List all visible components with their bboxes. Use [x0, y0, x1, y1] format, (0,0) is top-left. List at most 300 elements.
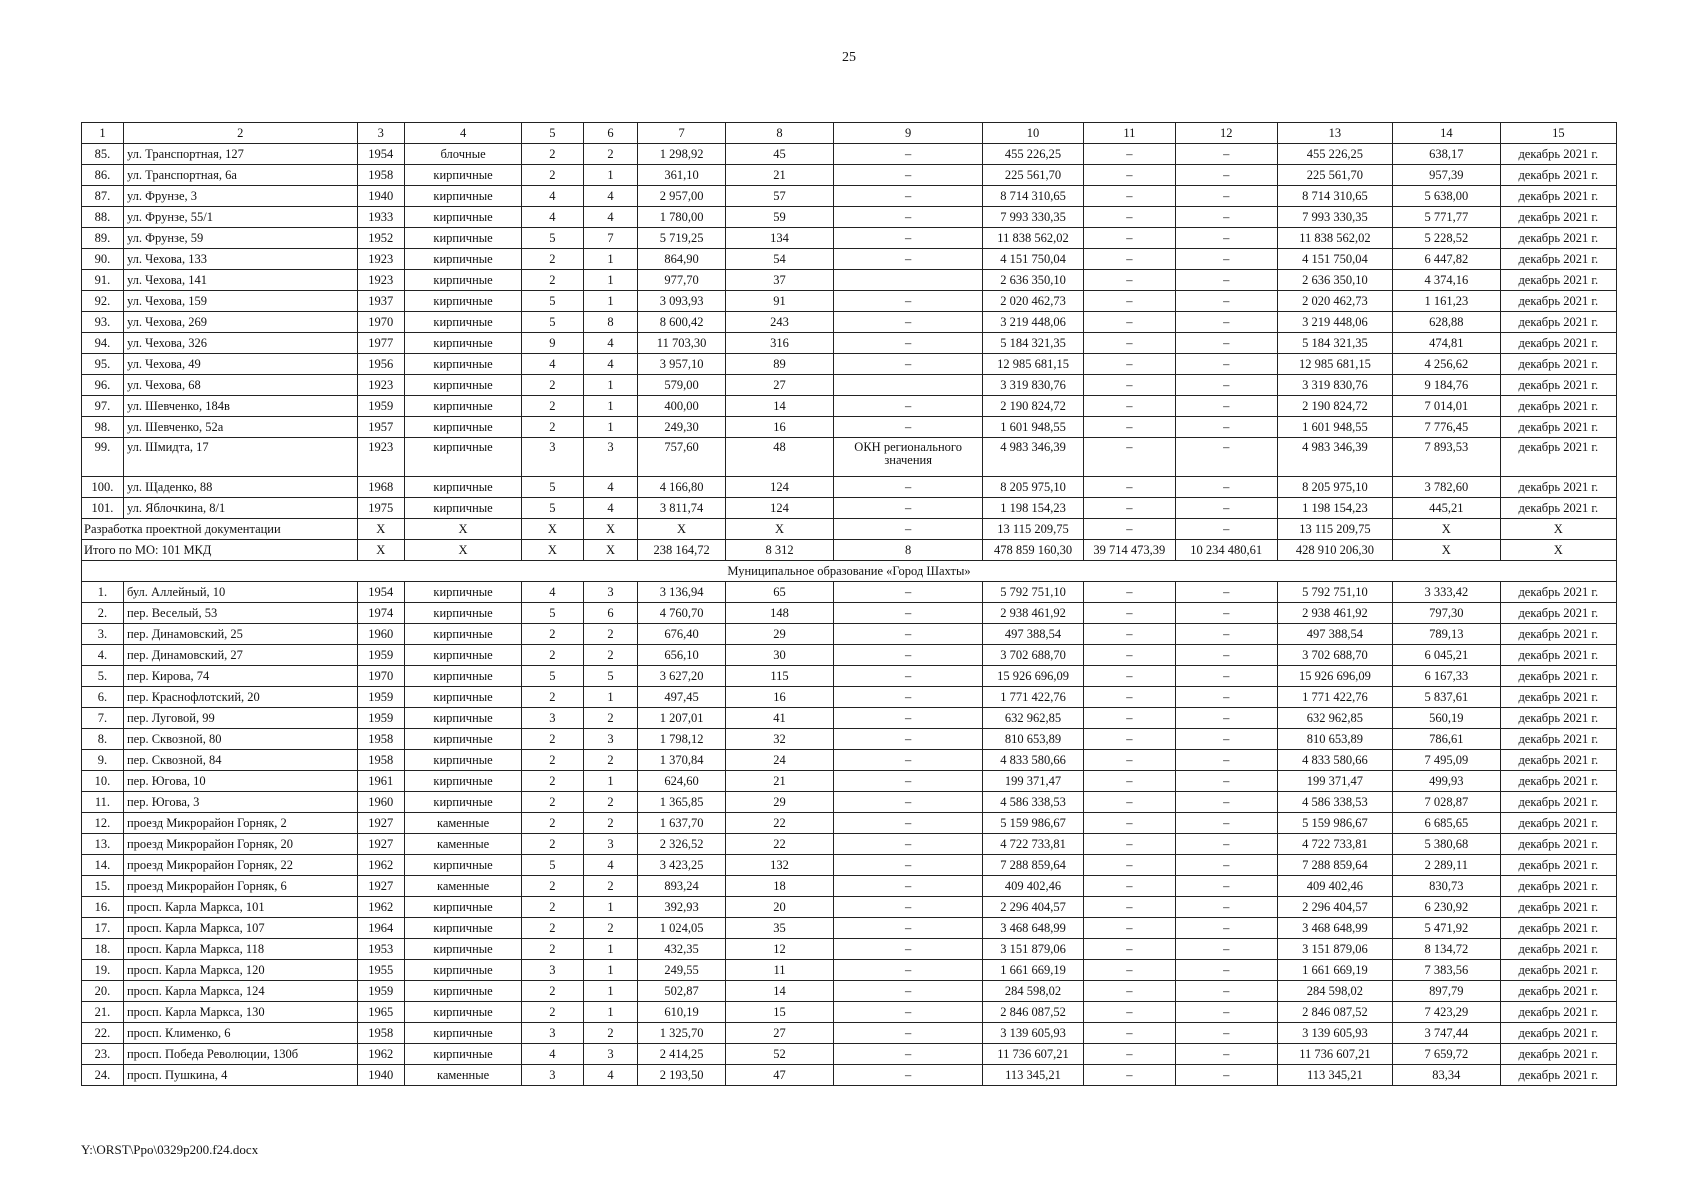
section-title: Муниципальное образование «Город Шахты» [82, 561, 1617, 582]
table-cell: 957,39 [1393, 165, 1501, 186]
table-cell: 1 [583, 939, 638, 960]
table-cell: 3 702 688,70 [982, 645, 1083, 666]
table-cell: – [834, 666, 983, 687]
table-cell: – [1175, 249, 1277, 270]
table-cell: 502,87 [638, 981, 725, 1002]
table-cell: 6 685,65 [1393, 813, 1501, 834]
table-cell: декабрь 2021 г. [1500, 144, 1616, 165]
table-cell: ул. Чехова, 49 [123, 354, 357, 375]
table-cell: 2 020 462,73 [1277, 291, 1392, 312]
table-cell: 4 983 346,39 [982, 438, 1083, 477]
table-cell: 8 714 310,65 [1277, 186, 1392, 207]
table-cell: – [1175, 603, 1277, 624]
table-cell: декабрь 2021 г. [1500, 477, 1616, 498]
table-cell: 1955 [357, 960, 404, 981]
table-cell: 3 319 830,76 [982, 375, 1083, 396]
table-cell: 7 288 859,64 [1277, 855, 1392, 876]
table-cell: – [1084, 477, 1175, 498]
table-cell: 1 [583, 165, 638, 186]
table-cell: 2 [522, 771, 583, 792]
table-row [82, 249, 1617, 270]
table-cell: – [1084, 645, 1175, 666]
table-cell: 2 [583, 813, 638, 834]
table-cell: 225 561,70 [982, 165, 1083, 186]
table-cell: – [1084, 417, 1175, 438]
table-row [82, 375, 1617, 396]
table-cell: кирпичные [404, 270, 521, 291]
table-cell: 45 [725, 144, 834, 165]
table-row [82, 666, 1617, 687]
table-cell: 1959 [357, 396, 404, 417]
table-cell: 1 771 422,76 [1277, 687, 1392, 708]
column-number-header: 10 [982, 123, 1083, 144]
table-cell: 1. [82, 582, 124, 603]
table-cell: 59 [725, 207, 834, 228]
table-row [82, 333, 1617, 354]
column-number-header: 3 [357, 123, 404, 144]
table-cell: 797,30 [1393, 603, 1501, 624]
table-cell: 113 345,21 [1277, 1065, 1392, 1086]
table-cell: декабрь 2021 г. [1500, 207, 1616, 228]
table-cell: 4 [583, 207, 638, 228]
table-cell: 16 [725, 417, 834, 438]
table-cell: декабрь 2021 г. [1500, 291, 1616, 312]
table-cell: декабрь 2021 г. [1500, 855, 1616, 876]
table-cell: 4 256,62 [1393, 354, 1501, 375]
table-cell: 4 166,80 [638, 477, 725, 498]
table-cell: 1927 [357, 834, 404, 855]
table-cell: 1959 [357, 708, 404, 729]
table-cell: декабрь 2021 г. [1500, 396, 1616, 417]
table-cell: – [1175, 1044, 1277, 1065]
table-cell: кирпичные [404, 498, 521, 519]
table-cell: пер. Югова, 10 [123, 771, 357, 792]
table-cell: – [834, 687, 983, 708]
table-cell: кирпичные [404, 687, 521, 708]
table-cell: 4 151 750,04 [1277, 249, 1392, 270]
table-cell: 99. [82, 438, 124, 477]
table-cell: – [1084, 519, 1175, 540]
table-cell: декабрь 2021 г. [1500, 438, 1616, 477]
table-cell: 32 [725, 729, 834, 750]
table-cell: 4 [522, 207, 583, 228]
table-cell: кирпичные [404, 354, 521, 375]
table-cell: 2 [522, 897, 583, 918]
table-cell: 897,79 [1393, 981, 1501, 1002]
table-cell: 1940 [357, 186, 404, 207]
table-cell: – [1175, 438, 1277, 477]
table-cell: пер. Кирова, 74 [123, 666, 357, 687]
table-cell: 89 [725, 354, 834, 375]
table-cell: – [1084, 750, 1175, 771]
table-cell: 11 736 607,21 [982, 1044, 1083, 1065]
table-cell: 15 926 696,09 [982, 666, 1083, 687]
table-cell: 9. [82, 750, 124, 771]
table-cell: 87. [82, 186, 124, 207]
table-cell: 2 190 824,72 [982, 396, 1083, 417]
table-cell: 7 014,01 [1393, 396, 1501, 417]
table-cell: 1968 [357, 477, 404, 498]
table-cell: 57 [725, 186, 834, 207]
table-cell: 2 [522, 165, 583, 186]
table-cell: – [1175, 729, 1277, 750]
table-cell: ул. Транспортная, 6а [123, 165, 357, 186]
table-cell: – [834, 165, 983, 186]
table-cell: 8 [583, 312, 638, 333]
table-cell: – [1084, 876, 1175, 897]
table-cell: 4 [522, 186, 583, 207]
table-cell: – [1175, 918, 1277, 939]
table-header-row [82, 123, 1617, 144]
table-cell: 9 [522, 333, 583, 354]
table-cell: – [1084, 354, 1175, 375]
table-cell: X [1500, 540, 1616, 561]
table-cell: 2 [583, 645, 638, 666]
table-cell: 8 714 310,65 [982, 186, 1083, 207]
table-cell: 3 [522, 708, 583, 729]
table-cell: 560,19 [1393, 708, 1501, 729]
table-cell: кирпичные [404, 477, 521, 498]
table-cell: 2 296 404,57 [1277, 897, 1392, 918]
table-cell: – [834, 939, 983, 960]
table-cell: 95. [82, 354, 124, 375]
table-cell: 1954 [357, 144, 404, 165]
table-cell: 1954 [357, 582, 404, 603]
table-cell: декабрь 2021 г. [1500, 792, 1616, 813]
table-cell: 2 938 461,92 [1277, 603, 1392, 624]
table-cell: 409 402,46 [982, 876, 1083, 897]
table-cell: 3 151 879,06 [982, 939, 1083, 960]
table-cell: 977,70 [638, 270, 725, 291]
table-cell: – [1175, 354, 1277, 375]
table-cell: 2 414,25 [638, 1044, 725, 1065]
column-number-header: 5 [522, 123, 583, 144]
table-cell: ул. Чехова, 269 [123, 312, 357, 333]
table-cell: 4 722 733,81 [982, 834, 1083, 855]
table-cell: 474,81 [1393, 333, 1501, 354]
column-number-header: 12 [1175, 123, 1277, 144]
table-cell: 1965 [357, 1002, 404, 1023]
table-cell: декабрь 2021 г. [1500, 939, 1616, 960]
table-cell: – [1084, 375, 1175, 396]
table-cell: 243 [725, 312, 834, 333]
table-cell: 1937 [357, 291, 404, 312]
table-cell: 113 345,21 [982, 1065, 1083, 1086]
table-cell: кирпичные [404, 624, 521, 645]
table-cell: 1 [583, 375, 638, 396]
table-cell: – [1084, 165, 1175, 186]
table-cell: 11 838 562,02 [1277, 228, 1392, 249]
table-cell: – [1175, 270, 1277, 291]
table-cell: 5 228,52 [1393, 228, 1501, 249]
table-cell: X [1393, 540, 1501, 561]
table-cell: 30 [725, 645, 834, 666]
table-cell: просп. Карла Маркса, 124 [123, 981, 357, 1002]
table-cell: 7 383,56 [1393, 960, 1501, 981]
table-cell: ул. Чехова, 68 [123, 375, 357, 396]
table-cell: – [1084, 729, 1175, 750]
table-cell: 3 [522, 1065, 583, 1086]
table-cell: X [638, 519, 725, 540]
table-cell: – [834, 918, 983, 939]
table-row [82, 729, 1617, 750]
table-cell: кирпичные [404, 417, 521, 438]
table-cell: 7 993 330,35 [1277, 207, 1392, 228]
table-cell: 4 [522, 1044, 583, 1065]
table-cell: 3. [82, 624, 124, 645]
table-cell: 757,60 [638, 438, 725, 477]
table-cell: – [1084, 771, 1175, 792]
table-cell: 497 388,54 [982, 624, 1083, 645]
table-cell: просп. Карла Маркса, 118 [123, 939, 357, 960]
table-cell: 5 [583, 666, 638, 687]
table-cell: 86. [82, 165, 124, 186]
table-cell: – [1084, 813, 1175, 834]
table-cell: 1 198 154,23 [982, 498, 1083, 519]
table-cell: 1961 [357, 771, 404, 792]
table-cell: – [1175, 960, 1277, 981]
table-cell: – [834, 708, 983, 729]
table-cell: 316 [725, 333, 834, 354]
table-cell: – [1084, 1065, 1175, 1086]
table-cell: декабрь 2021 г. [1500, 249, 1616, 270]
table-cell: 199 371,47 [982, 771, 1083, 792]
table-cell: 1 771 422,76 [982, 687, 1083, 708]
table-cell: просп. Карла Маркса, 107 [123, 918, 357, 939]
column-number-header: 9 [834, 123, 983, 144]
table-cell: – [834, 396, 983, 417]
table-cell: – [1175, 876, 1277, 897]
table-row [82, 813, 1617, 834]
table-cell: ул. Чехова, 133 [123, 249, 357, 270]
table-cell: декабрь 2021 г. [1500, 375, 1616, 396]
table-cell: 2 [522, 687, 583, 708]
table-cell: 48 [725, 438, 834, 477]
table-cell: 2 636 350,10 [1277, 270, 1392, 291]
table-cell: 89. [82, 228, 124, 249]
table-cell: 11 736 607,21 [1277, 1044, 1392, 1065]
table-cell: декабрь 2021 г. [1500, 624, 1616, 645]
table-cell: 3 468 648,99 [982, 918, 1083, 939]
table-cell: 29 [725, 624, 834, 645]
table-cell: 21. [82, 1002, 124, 1023]
table-cell: – [834, 771, 983, 792]
table-cell: 789,13 [1393, 624, 1501, 645]
table-cell: 23. [82, 1044, 124, 1065]
table-cell: 656,10 [638, 645, 725, 666]
table-cell: 1933 [357, 207, 404, 228]
table-cell: 2 296 404,57 [982, 897, 1083, 918]
table-cell: 3 [583, 438, 638, 477]
table-cell: 1 [583, 291, 638, 312]
table-cell: 22. [82, 1023, 124, 1044]
table-cell: ул. Фрунзе, 55/1 [123, 207, 357, 228]
table-cell: 432,35 [638, 939, 725, 960]
table-cell: пер. Динамовский, 25 [123, 624, 357, 645]
table-cell: декабрь 2021 г. [1500, 333, 1616, 354]
table-cell: 115 [725, 666, 834, 687]
table-cell: 1958 [357, 1023, 404, 1044]
table-cell: 4 [583, 1065, 638, 1086]
table-cell: кирпичные [404, 396, 521, 417]
table-cell: – [1084, 666, 1175, 687]
table-row [82, 771, 1617, 792]
table-cell: – [834, 1002, 983, 1023]
table-cell: каменные [404, 813, 521, 834]
table-cell: 2 [522, 834, 583, 855]
table-cell: 4 [583, 855, 638, 876]
table-cell: 4 [522, 582, 583, 603]
table-cell: 4 [583, 186, 638, 207]
table-cell: 1962 [357, 1044, 404, 1065]
table-cell: 455 226,25 [982, 144, 1083, 165]
table-row [82, 939, 1617, 960]
table-cell: 8 312 [725, 540, 834, 561]
table-row [82, 312, 1617, 333]
table-cell: – [834, 897, 983, 918]
table-cell: просп. Карла Маркса, 130 [123, 1002, 357, 1023]
table-cell: 2 938 461,92 [982, 603, 1083, 624]
table-cell: 1927 [357, 813, 404, 834]
table-cell: 428 910 206,30 [1277, 540, 1392, 561]
table-cell: – [834, 417, 983, 438]
table-cell: 1 207,01 [638, 708, 725, 729]
table-cell: 11 703,30 [638, 333, 725, 354]
table-cell: – [834, 291, 983, 312]
table-cell: 11 [725, 960, 834, 981]
table-cell: 5 184 321,35 [1277, 333, 1392, 354]
table-cell: 93. [82, 312, 124, 333]
table-cell: ул. Шевченко, 184в [123, 396, 357, 417]
table-cell: декабрь 2021 г. [1500, 165, 1616, 186]
table-cell: кирпичные [404, 186, 521, 207]
table-row [82, 834, 1617, 855]
table-cell: 2 [522, 144, 583, 165]
table-cell: 284 598,02 [1277, 981, 1392, 1002]
column-number-header: 2 [123, 123, 357, 144]
table-cell: 2 [522, 750, 583, 771]
table-cell: 1 370,84 [638, 750, 725, 771]
table-row [82, 855, 1617, 876]
table-cell: 1974 [357, 603, 404, 624]
table-cell: 199 371,47 [1277, 771, 1392, 792]
table-cell: – [1084, 918, 1175, 939]
table-cell: 1 780,00 [638, 207, 725, 228]
table-cell: пер. Сквозной, 80 [123, 729, 357, 750]
table-cell: – [1084, 207, 1175, 228]
table-cell: декабрь 2021 г. [1500, 666, 1616, 687]
table-cell: – [1084, 582, 1175, 603]
table-cell: декабрь 2021 г. [1500, 897, 1616, 918]
table-cell: 638,17 [1393, 144, 1501, 165]
table-cell: 1 298,92 [638, 144, 725, 165]
table-cell: 101. [82, 498, 124, 519]
table-cell: 4 722 733,81 [1277, 834, 1392, 855]
table-cell: – [1175, 186, 1277, 207]
table-cell: – [834, 354, 983, 375]
table-row [82, 477, 1617, 498]
table-cell: – [1084, 186, 1175, 207]
table-cell: ул. Чехова, 326 [123, 333, 357, 354]
table-cell: – [834, 876, 983, 897]
table-cell: 2 [522, 1002, 583, 1023]
table-row [82, 438, 1617, 477]
table-cell: 8 134,72 [1393, 939, 1501, 960]
table-cell: – [1084, 396, 1175, 417]
table-cell: кирпичные [404, 771, 521, 792]
table-cell: 92. [82, 291, 124, 312]
table-cell: 6 230,92 [1393, 897, 1501, 918]
table-cell: проезд Микрорайон Горняк, 20 [123, 834, 357, 855]
table-cell: 4 586 338,53 [982, 792, 1083, 813]
table-cell: кирпичные [404, 333, 521, 354]
table-row [82, 624, 1617, 645]
summary-row [82, 540, 1617, 561]
table-cell: 7. [82, 708, 124, 729]
table-cell: – [1175, 834, 1277, 855]
table-cell: – [834, 477, 983, 498]
table-cell: – [834, 645, 983, 666]
table-cell: – [1084, 1044, 1175, 1065]
table-cell: 5 159 986,67 [982, 813, 1083, 834]
table-cell: 2 289,11 [1393, 855, 1501, 876]
table-cell: 2 [522, 918, 583, 939]
table-cell: 7 423,29 [1393, 1002, 1501, 1023]
table-cell: – [1084, 855, 1175, 876]
table-row [82, 1065, 1617, 1086]
table-cell: кирпичные [404, 228, 521, 249]
table-cell: 1923 [357, 249, 404, 270]
table-cell: 94. [82, 333, 124, 354]
table-cell: X [357, 519, 404, 540]
table-cell: 1940 [357, 1065, 404, 1086]
table-cell: 27 [725, 375, 834, 396]
table-cell: 1 325,70 [638, 1023, 725, 1044]
table-cell: – [834, 519, 983, 540]
table-cell: – [1175, 687, 1277, 708]
table-cell: 3 747,44 [1393, 1023, 1501, 1044]
table-cell: 6 167,33 [1393, 666, 1501, 687]
table-cell: ул. Фрунзе, 3 [123, 186, 357, 207]
table-cell: – [1084, 960, 1175, 981]
table-cell: 1 601 948,55 [982, 417, 1083, 438]
table-cell: 8 [834, 540, 983, 561]
table-cell: 4 [522, 354, 583, 375]
table-cell: 13. [82, 834, 124, 855]
table-row [82, 396, 1617, 417]
table-cell: кирпичные [404, 582, 521, 603]
table-cell: 830,73 [1393, 876, 1501, 897]
table-cell: 786,61 [1393, 729, 1501, 750]
table-cell: 41 [725, 708, 834, 729]
table-cell: 13 115 209,75 [1277, 519, 1392, 540]
table-cell: – [1175, 375, 1277, 396]
table-cell: 134 [725, 228, 834, 249]
table-cell: 1 [583, 981, 638, 1002]
table-cell: 22 [725, 813, 834, 834]
table-cell: 1 [583, 897, 638, 918]
table-cell: X [583, 540, 638, 561]
column-number-header: 4 [404, 123, 521, 144]
table-cell: – [834, 582, 983, 603]
table-cell: 5 638,00 [1393, 186, 1501, 207]
table-cell: 4. [82, 645, 124, 666]
table-cell: – [1175, 582, 1277, 603]
table-cell: 361,10 [638, 165, 725, 186]
column-number-header: 6 [583, 123, 638, 144]
table-cell: 810 653,89 [1277, 729, 1392, 750]
table-cell: 5 380,68 [1393, 834, 1501, 855]
